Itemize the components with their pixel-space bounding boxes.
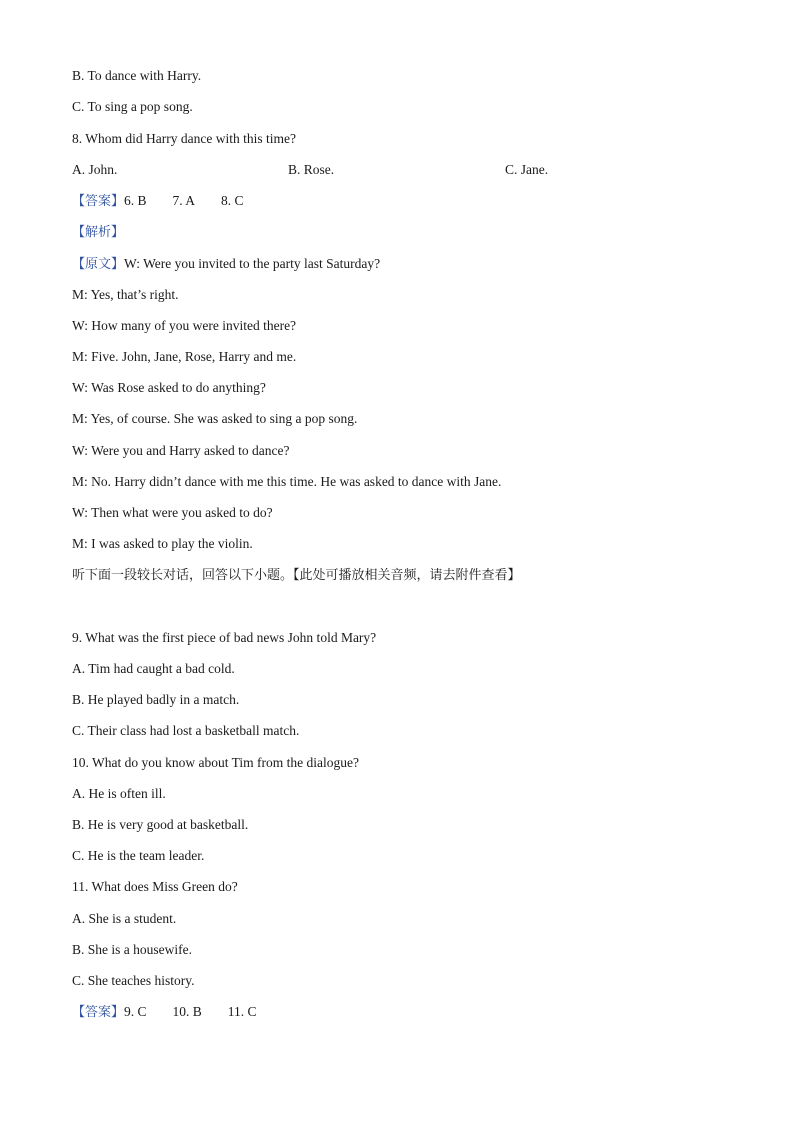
transcript-first-line: [72, 255, 380, 274]
q8-question: 8. Whom did Harry dance with this time?: [72, 131, 296, 146]
q10-option-a: A. He is often ill.: [72, 786, 166, 801]
transcript-line: W: Was Rose asked to do anything?: [72, 380, 266, 395]
listening-instruction: 听下面一段较长对话，回答以下小题。【此处可播放相关音频，请去附件查看】: [72, 568, 521, 583]
answer-9: 9. C: [124, 1004, 147, 1019]
q11-question: 11. What does Miss Green do?: [72, 879, 238, 894]
transcript-line: W: How many of you were invited there?: [72, 318, 297, 333]
transcript-line: W: Then what were you asked to do?: [72, 505, 273, 520]
transcript-line: W: Were you and Harry asked to dance?: [72, 443, 290, 458]
q8-option-a: A. John.: [72, 162, 118, 177]
transcript-line: M: No. Harry didn’t dance with me this time. He was asked to dance with Jane.: [72, 474, 502, 489]
answer-tag: 【答案】: [72, 1005, 125, 1020]
q9-option-a: A. Tim had caught a bad cold.: [72, 661, 235, 676]
q8-options: [72, 161, 722, 179]
q11-option-b: B. She is a housewife.: [72, 942, 192, 957]
analysis-tag: 【解析】: [72, 225, 125, 240]
q9-option-b: B. He played badly in a match.: [72, 692, 240, 707]
transcript-line-0: W: Were you invited to the party last Saturday?: [124, 256, 381, 271]
answer-row-2: [72, 1003, 257, 1022]
q11-option-c: C. She teaches history.: [72, 973, 195, 988]
q10-option-c: C. He is the team leader.: [72, 848, 205, 863]
transcript-line: M: I was asked to play the violin.: [72, 536, 253, 551]
q10-question: 10. What do you know about Tim from the dialogue?: [72, 755, 359, 770]
answer-10: 10. B: [172, 1004, 202, 1019]
q8-option-c: C. Jane.: [505, 162, 549, 177]
q7-option-b: B. To dance with Harry.: [72, 68, 202, 83]
analysis-heading: [72, 223, 124, 242]
answer-row-1: [72, 192, 244, 211]
q7-option-c: C. To sing a pop song.: [72, 99, 193, 114]
q9-question: 9. What was the first piece of bad news John told Mary?: [72, 630, 377, 645]
q10-option-b: B. He is very good at basketball.: [72, 817, 249, 832]
q11-option-a: A. She is a student.: [72, 911, 177, 926]
answer-8: 8. C: [221, 193, 244, 208]
q9-option-c: C. Their class had lost a basketball match.: [72, 723, 300, 738]
transcript-line: M: Yes, that’s right.: [72, 287, 179, 302]
transcript-line: M: Yes, of course. She was asked to sing a pop song.: [72, 411, 358, 426]
q8-option-b: B. Rose.: [288, 162, 335, 177]
answer-tag: 【答案】: [72, 194, 125, 209]
transcript-tag: 【原文】: [72, 257, 125, 272]
answer-7: 7. A: [172, 193, 196, 208]
transcript-line: M: Five. John, Jane, Rose, Harry and me.: [72, 349, 297, 364]
answer-6: 6. B: [124, 193, 147, 208]
answer-11: 11. C: [227, 1004, 257, 1019]
